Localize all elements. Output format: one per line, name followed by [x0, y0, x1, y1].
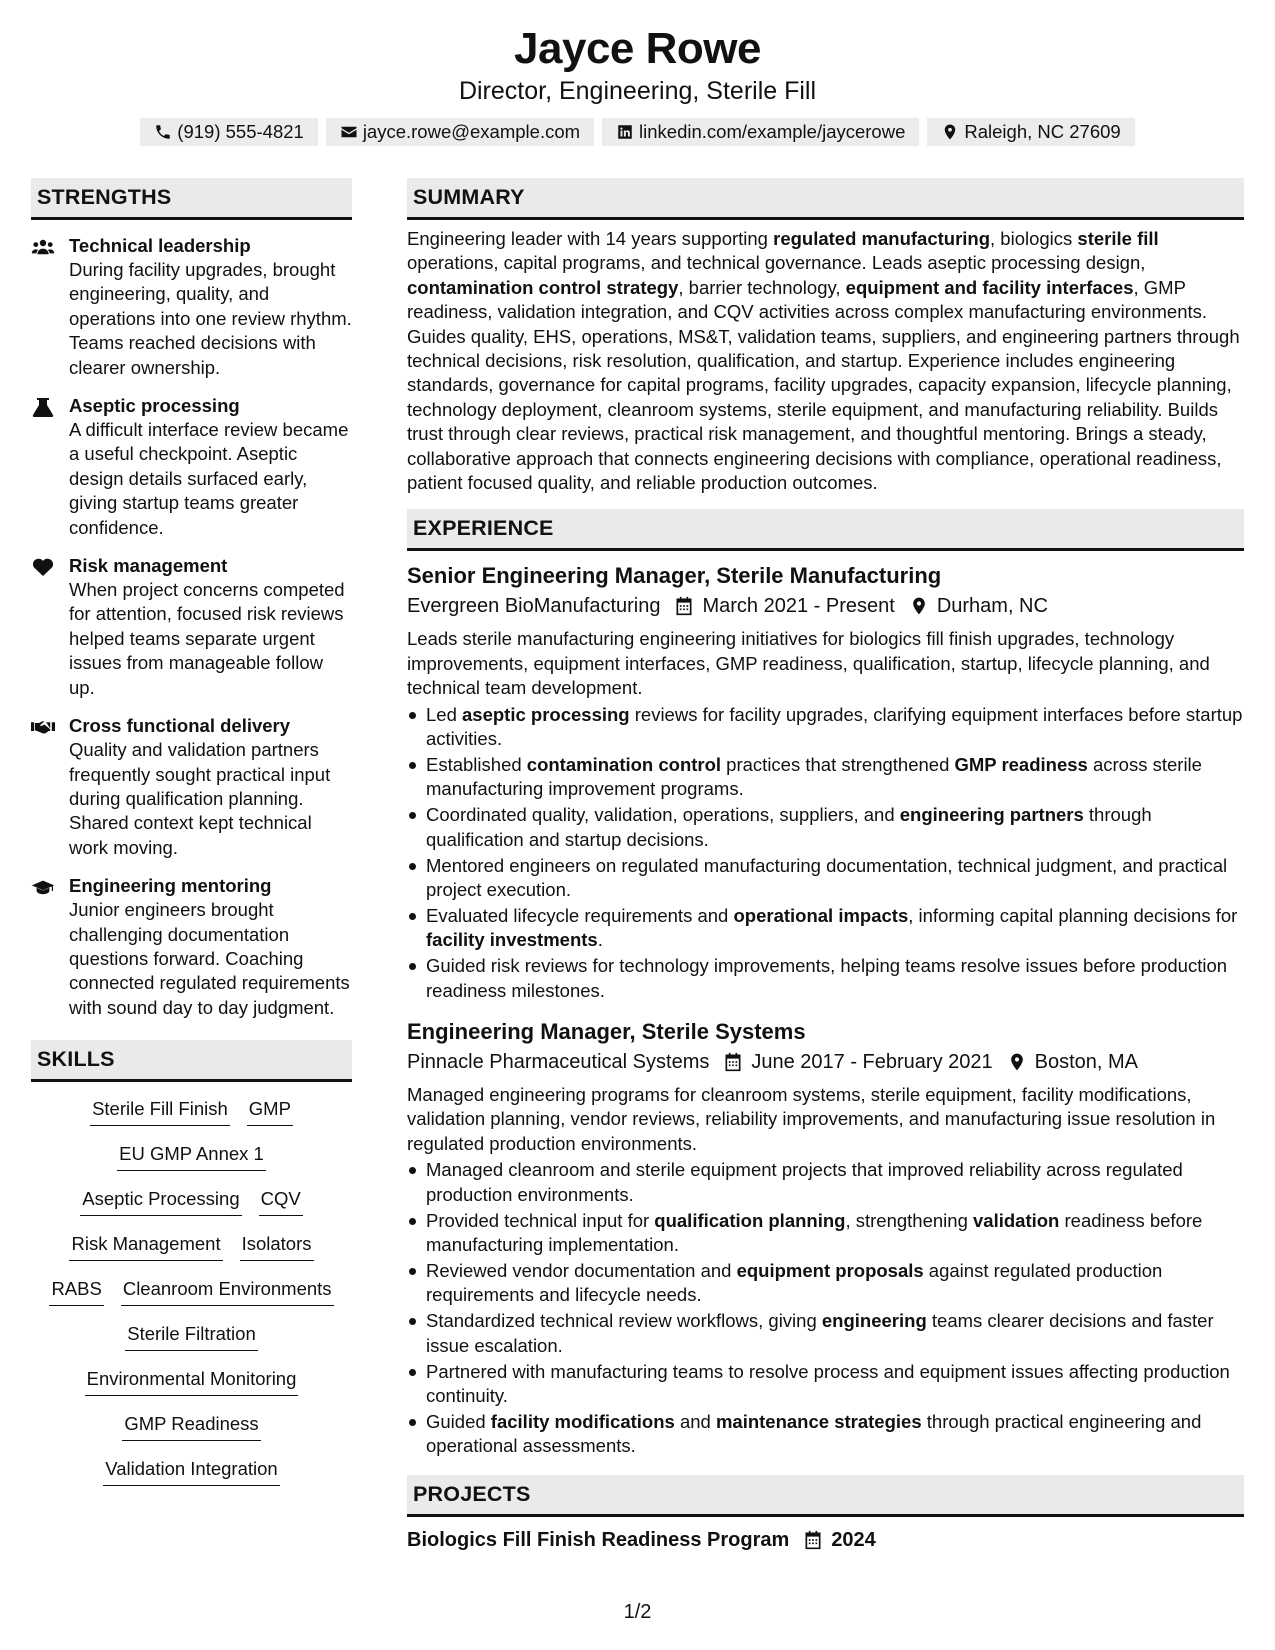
strengths-heading: STRENGTHS	[31, 178, 352, 220]
job-meta	[407, 1047, 1244, 1077]
resume-header	[0, 22, 1275, 146]
bullet-item: Standardized technical review workflows, giving engineering teams clearer decisions and faster issue escalation.	[407, 1309, 1244, 1358]
job-bullets	[407, 703, 1244, 1003]
location-text: Raleigh, NC 27609	[964, 121, 1121, 142]
skill-tag: Sterile Filtration	[125, 1321, 258, 1351]
strength-text: Junior engineers brought challenging documentation questions forward. Coaching connected regulated requirements with sound day to day judgment.	[69, 899, 350, 1018]
job-description: Leads sterile manufacturing engineering initiatives for biologics fill finish upgrades, technology improvements, equipment interfaces, GMP readiness, qualification, startup, lifecycle planning, and technical team development.	[407, 628, 1210, 699]
bullet-item: Mentored engineers on regulated manufacturing documentation, technical judgment, and practical project execution.	[407, 854, 1244, 903]
calendar-icon	[674, 596, 694, 616]
strength-title: Risk management	[69, 555, 228, 577]
calendar-icon	[723, 1052, 743, 1072]
bold-keyword: equipment proposals	[736, 1259, 924, 1281]
job-company: Evergreen BioManufacturing	[407, 595, 661, 618]
skill-tag: GMP Readiness	[122, 1411, 260, 1441]
users-icon	[31, 237, 55, 257]
skill-tag: Risk Management	[69, 1231, 222, 1261]
candidate-title: Director, Engineering, Sterile Fill	[458, 77, 817, 105]
skill-row	[31, 1186, 352, 1231]
contact-email[interactable]	[326, 118, 594, 146]
strength-item	[31, 874, 352, 1020]
bullet-item: Provided technical input for qualification planning, strengthening validation readiness before manufacturing implementation.	[407, 1209, 1244, 1258]
strength-text: A difficult interface review became a useful checkpoint. Aseptic design details surfaced early, giving startup teams greater confidence.	[69, 419, 349, 538]
map-pin-icon	[941, 123, 959, 141]
bullet-item: Led aseptic processing reviews for facility upgrades, clarifying equipment interfaces before startup activities.	[407, 703, 1244, 752]
skill-row	[31, 1231, 352, 1276]
strength-text: When project concerns competed for attention, focused risk reviews helped teams separate urgent issues from manageable follow up.	[69, 579, 345, 698]
envelope-icon	[340, 123, 358, 141]
candidate-name: Jayce Rowe	[514, 24, 761, 73]
projects-heading: PROJECTS	[407, 1475, 1244, 1517]
graduation-cap-icon	[31, 877, 55, 897]
map-pin-icon	[1007, 1052, 1027, 1072]
contact-phone	[140, 118, 318, 146]
bold-keyword: maintenance strategies	[715, 1410, 922, 1432]
bullet-item: Coordinated quality, validation, operations, suppliers, and engineering partners through qualification and startup decisions.	[407, 803, 1244, 852]
strength-title: Technical leadership	[69, 235, 251, 256]
bold-keyword: facility modifications	[490, 1410, 675, 1432]
skill-tag: Environmental Monitoring	[85, 1366, 299, 1396]
strength-text: During facility upgrades, brought engineering, quality, and operations into one review rhythm. Teams reached decisions with clearer ownership.	[69, 259, 352, 378]
heart-icon	[31, 557, 55, 577]
bullet-item: Guided risk reviews for technology improvements, helping teams resolve issues before production readiness milestones.	[407, 954, 1244, 1003]
bullet-item: Managed cleanroom and sterile equipment projects that improved reliability across regulated production environments.	[407, 1158, 1244, 1207]
bold-keyword: engineering	[821, 1310, 927, 1332]
strength-text: Quality and validation partners frequently sought practical input during qualification planning. Shared context kept technical work moving.	[69, 739, 331, 858]
bullet-item: Reviewed vendor documentation and equipment proposals against regulated production requirements and lifecycle needs.	[407, 1259, 1244, 1308]
bold-keyword: validation	[973, 1209, 1060, 1231]
job-dates: June 2017 - February 2021	[751, 1051, 993, 1074]
skill-row	[31, 1321, 352, 1366]
strength-item	[31, 554, 352, 700]
experience-heading: EXPERIENCE	[407, 509, 1244, 551]
contact-linkedin[interactable]	[602, 118, 919, 146]
phone-text: (919) 555-4821	[177, 121, 304, 142]
skill-tag: CQV	[259, 1186, 303, 1216]
project-entry	[407, 1525, 1244, 1555]
bullet-item: Evaluated lifecycle requirements and operational impacts, informing capital planning decisions for facility investments.	[407, 904, 1244, 953]
job-bullets	[407, 1158, 1244, 1458]
linkedin-icon	[616, 123, 634, 141]
bullet-item: Guided facility modifications and maintenance strategies through practical engineering and operational assessments.	[407, 1410, 1244, 1459]
job-title: Engineering Manager, Sterile Systems	[407, 1019, 806, 1045]
bold-keyword: equipment and facility interfaces	[845, 276, 1134, 298]
skill-row	[31, 1141, 352, 1186]
strength-title: Aseptic processing	[69, 395, 240, 417]
skill-tag: Aseptic Processing	[80, 1186, 241, 1216]
project-title: Biologics Fill Finish Readiness Program	[407, 1528, 790, 1551]
bullet-item: Partnered with manufacturing teams to resolve process and equipment issues affecting production continuity.	[407, 1360, 1244, 1409]
summary-heading: SUMMARY	[407, 178, 1244, 220]
skill-row	[31, 1276, 352, 1321]
strength-title: Cross functional delivery	[69, 715, 291, 737]
right-column	[407, 178, 1244, 1555]
strength-item	[31, 234, 352, 380]
bold-keyword: aseptic processing	[462, 703, 630, 725]
skill-row	[31, 1411, 352, 1456]
skill-tag: Sterile Fill Finish	[90, 1096, 230, 1126]
skill-tag: RABS	[49, 1276, 103, 1306]
skills-heading: SKILLS	[31, 1040, 352, 1082]
left-column	[31, 178, 352, 1501]
flask-icon	[31, 397, 55, 417]
handshake-icon	[31, 717, 55, 737]
strength-item	[31, 714, 352, 860]
job-description: Managed engineering programs for cleanroom systems, sterile equipment, facility modifications, validation planning, vendor reviews, reliability improvements, and manufacturing issue resolution in regulated production environments.	[407, 1084, 1216, 1154]
job-meta	[407, 591, 1244, 621]
skill-tag: Isolators	[240, 1231, 314, 1261]
email-text[interactable]: jayce.rowe@example.com	[362, 121, 581, 142]
bold-keyword: operational impacts	[733, 904, 909, 926]
bold-keyword: GMP readiness	[954, 754, 1088, 775]
calendar-icon	[803, 1530, 823, 1550]
skill-row	[31, 1456, 352, 1501]
linkedin-text[interactable]: linkedin.com/example/jaycerowe	[639, 121, 906, 142]
job-dates: March 2021 - Present	[702, 595, 895, 618]
job-entry	[407, 1017, 1244, 1459]
contact-location	[927, 118, 1134, 146]
job-location: Durham, NC	[936, 595, 1048, 618]
bold-keyword: contamination control	[526, 754, 722, 775]
bold-keyword: regulated manufacturing	[773, 228, 991, 249]
skill-tag: Cleanroom Environments	[121, 1276, 334, 1306]
bold-keyword: qualification planning	[654, 1209, 846, 1231]
strength-item	[31, 394, 352, 540]
bullet-item: Established contamination control practices that strengthened GMP readiness across sterile manufacturing improvement programs.	[407, 753, 1244, 802]
bold-keyword: sterile fill	[1077, 228, 1159, 249]
summary-text: Engineering leader with 14 years supporting regulated manufacturing, biologics sterile fill operations, capital programs, and technical governance. Leads aseptic processing design, contamination control strategy, barrier technology, equipment and facility interfaces, GMP readiness, validation integration, and CQV activities across complex manufacturing environments. Guides quality, EHS, operations, MS&T, validation teams, suppliers, and engineering partners through technical decisions, risk resolution, qualification, and startup. Experience includes engineering standards, governance for capital programs, facility upgrades, capacity expansion, lifecycle planning, technology deployment, cleanroom systems, sterile equipment, and manufacturing reliability. Builds trust through clear reviews, practical risk management, and thoughtful mentoring. Brings a steady, collaborative approach that connects engineering decisions with compliance, operational readiness, patient focused quality, and reliable production outcomes.	[407, 228, 1240, 494]
skills-list	[31, 1096, 352, 1501]
bold-keyword: engineering partners	[899, 804, 1084, 826]
skill-tag: EU GMP Annex 1	[117, 1141, 266, 1171]
bold-keyword: facility investments	[426, 929, 598, 951]
skill-row	[31, 1096, 352, 1141]
job-location: Boston, MA	[1034, 1051, 1139, 1074]
page-number: 1/2	[623, 1601, 652, 1623]
job-company: Pinnacle Pharmaceutical Systems	[407, 1051, 710, 1074]
project-year: 2024	[831, 1528, 876, 1551]
contact-bar	[0, 118, 1275, 146]
skill-row	[31, 1366, 352, 1411]
bold-keyword: contamination control strategy	[407, 276, 679, 298]
job-entry	[407, 561, 1244, 1003]
skill-tag: GMP	[247, 1096, 293, 1126]
map-pin-icon	[909, 596, 929, 616]
strength-title: Engineering mentoring	[69, 875, 272, 897]
skill-tag: Validation Integration	[103, 1456, 279, 1486]
phone-icon	[154, 123, 172, 141]
job-title: Senior Engineering Manager, Sterile Manufacturing	[407, 563, 942, 589]
